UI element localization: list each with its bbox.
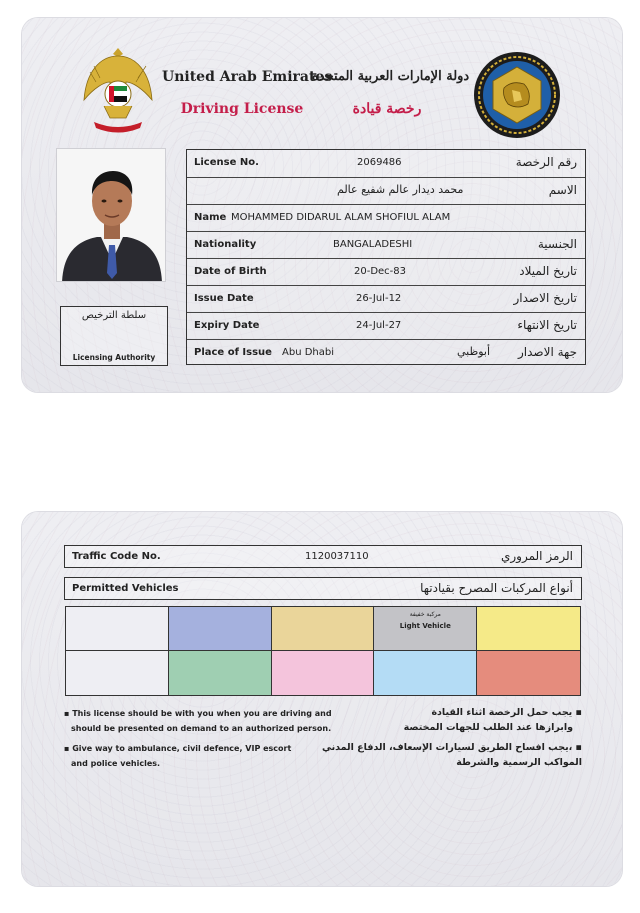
- place-of-issue-label-ar: جهة الاصدار: [518, 345, 577, 359]
- dob-label-ar: تاريخ الميلاد: [519, 264, 577, 278]
- issue-date-row: [187, 285, 585, 312]
- note-give-way: [64, 741, 291, 771]
- document-title-ar: رخصة قيادة: [352, 101, 422, 117]
- traffic-code-label-ar: الرمز المروري: [500, 549, 573, 563]
- license-details-table: [186, 149, 586, 365]
- license-no-value: 2069486: [357, 157, 402, 168]
- issue-date-value: 26-Jul-12: [356, 293, 402, 304]
- place-of-issue-value: Abu Dhabi: [282, 347, 334, 358]
- nationality-label: Nationality: [194, 239, 257, 250]
- authority-label-ar: سلطة الترخيص: [81, 310, 147, 321]
- authority-label-en: Licensing Authority: [72, 353, 156, 362]
- license-no-label: License No.: [194, 157, 259, 168]
- license-front: [22, 18, 622, 392]
- vehicle-category-cell: [477, 651, 580, 695]
- vehicle-category-grid: [65, 606, 581, 696]
- note-line-ar: يجب افساح الطريق لسيارات الإسعاف، الدفاع المدني، ▪: [322, 742, 582, 753]
- nationality-label-ar: الجنسية: [537, 237, 577, 251]
- nationality-value: BANGALADESHI: [333, 239, 413, 250]
- licensing-authority-box: [60, 306, 168, 366]
- issue-date-label: Issue Date: [194, 293, 254, 304]
- permitted-vehicles-row: [64, 577, 582, 600]
- uae-eagle-emblem-icon: [80, 42, 156, 138]
- expiry-date-label-ar: تاريخ الانتهاء: [517, 318, 577, 332]
- vehicle-category-cell: [66, 651, 169, 695]
- note-line-ar: وابرازها عند الطلب للجهات المختصة: [403, 722, 573, 733]
- license-no-label-ar: رقم الرخصة: [515, 155, 577, 169]
- expiry-date-label: Expiry Date: [194, 320, 260, 331]
- note-line-ar: المواكب الرسمية والشرطة: [456, 757, 582, 768]
- note-carry-license: [64, 706, 332, 736]
- name-row: [187, 204, 585, 231]
- note-line: ▪ Give way to ambulance, civil defence, VIP escort: [64, 744, 292, 753]
- note-line: and police vehicles.: [71, 759, 161, 768]
- traffic-code-value: 1120037110: [305, 551, 369, 562]
- place-of-issue-label: Place of Issue: [194, 347, 272, 358]
- traffic-code-row: [64, 545, 582, 568]
- vehicle-category-cell: [374, 651, 477, 695]
- expiry-date-row: [187, 312, 585, 339]
- holder-photo: [56, 148, 166, 282]
- issue-date-label-ar: تاريخ الاصدار: [513, 291, 577, 305]
- vehicle-category-cell: [374, 607, 477, 651]
- note-give-way-ar: [322, 740, 582, 770]
- note-line: ▪ This license should be with you when you are driving and: [64, 709, 332, 718]
- traffic-code-label: Traffic Code No.: [72, 551, 161, 562]
- expiry-date-value: 24-Jul-27: [356, 320, 402, 331]
- nationality-row: [187, 231, 585, 258]
- country-name-ar: دولة الإمارات العربية المتحدة: [312, 69, 470, 84]
- name-label-ar: الاسم: [548, 183, 577, 197]
- vehicle-category-cell: [272, 607, 375, 651]
- country-name-en: United Arab Emirates: [162, 69, 333, 85]
- gcc-seal-icon: [472, 50, 562, 140]
- note-line: should be presented on demand to an authorized person.: [71, 724, 332, 733]
- name-value-ar: محمد ديدار عالم شفيع عالم: [337, 183, 464, 196]
- note-carry-license-ar: [404, 705, 582, 735]
- dob-value: 20-Dec-83: [354, 266, 407, 277]
- name-ar-row: [187, 177, 585, 204]
- place-of-issue-value-ar: أبوظبي: [457, 345, 491, 358]
- vehicle-category-cell: [169, 651, 272, 695]
- vehicle-category-cell: [272, 651, 375, 695]
- vehicle-category-cell: [66, 607, 169, 651]
- permitted-vehicles-label-ar: أنواع المركبات المصرح بقيادتها: [420, 581, 573, 595]
- note-line-ar: يجب حمل الرخصة اثناء القيادة ▪: [431, 707, 582, 718]
- document-title-en: Driving License: [180, 101, 304, 117]
- license-no-row: [187, 150, 585, 177]
- vehicle-category-cell: [477, 607, 580, 651]
- license-back: [22, 512, 622, 886]
- dob-label: Date of Birth: [194, 266, 267, 277]
- place-of-issue-row: [187, 339, 585, 366]
- vehicle-category-cell: [169, 607, 272, 651]
- vehicle-category-label: Light Vehicle: [399, 622, 451, 630]
- dob-row: [187, 258, 585, 285]
- vehicle-category-label-ar: مركبة خفيفة: [409, 611, 441, 618]
- name-label: Name: [194, 212, 227, 223]
- name-value: MOHAMMED DIDARUL ALAM SHOFIUL ALAM: [231, 212, 451, 223]
- permitted-vehicles-label: Permitted Vehicles: [72, 583, 179, 594]
